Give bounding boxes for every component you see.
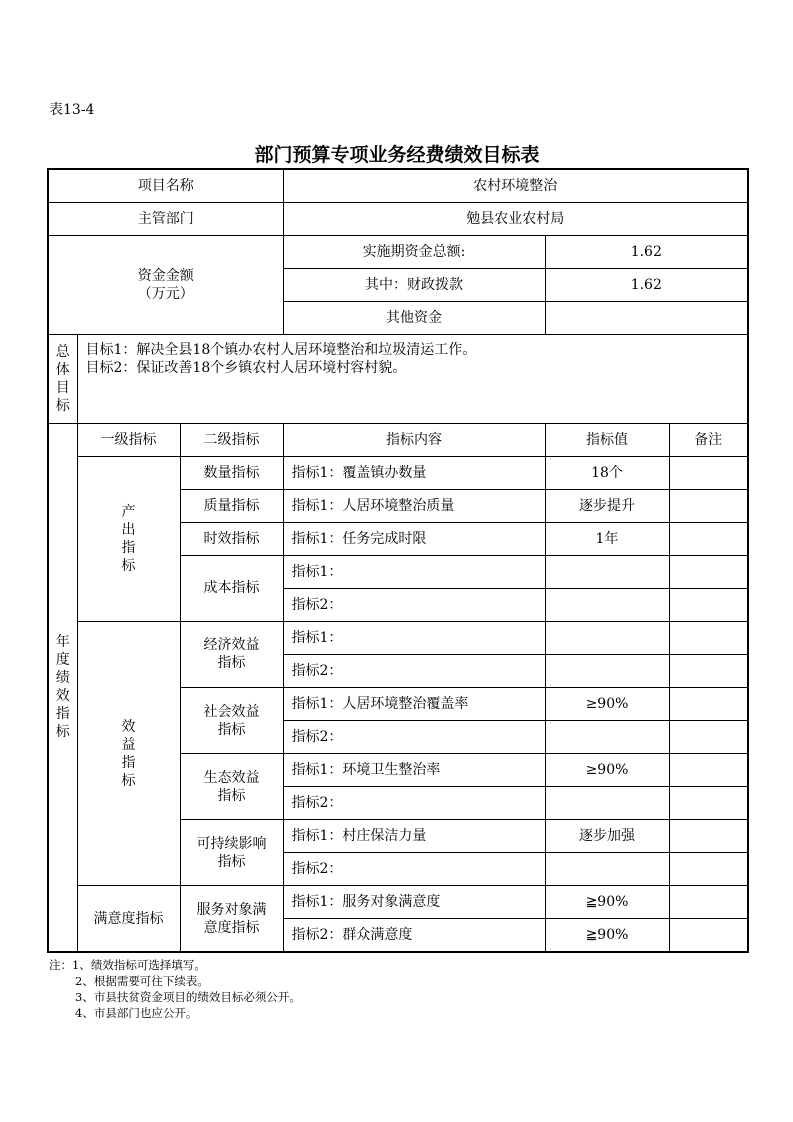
funds-other-label: 其他资金 (283, 301, 545, 334)
funds-fiscal-value: 1.62 (545, 268, 748, 301)
indicator-value: 逐步加强 (545, 820, 669, 853)
indicator-content: 指标2： (283, 787, 545, 820)
overall-goals-content (77, 334, 748, 423)
service-satisfaction-label: 服务对象满意度指标 (180, 886, 283, 952)
department-row (48, 202, 748, 235)
footnote-1: 注：1、绩效指标可选择填写。 (49, 958, 206, 972)
indicator-value (545, 588, 669, 621)
indicator-remark (669, 522, 748, 555)
footnote-3: 3、市县扶贫资金项目的绩效目标必须公开。 (75, 990, 301, 1004)
indicator-content: 指标1：服务对象满意度 (283, 886, 545, 919)
indicator-content: 指标1：人居环境整治质量 (283, 489, 545, 522)
table-row (48, 886, 748, 919)
indicator-value (545, 787, 669, 820)
project-name-label: 项目名称 (48, 169, 283, 202)
indicator-content: 指标2： (283, 721, 545, 754)
performance-target-table (47, 168, 749, 953)
department-value: 勉县农业农村局 (283, 202, 748, 235)
indicator-remark (669, 853, 748, 886)
funds-total-row (48, 235, 748, 268)
indicator-content: 指标1：村庄保洁力量 (283, 820, 545, 853)
footnotes (49, 957, 301, 1021)
output-indicators-label: 产出指标 (77, 456, 180, 621)
indicator-content: 指标1： (283, 621, 545, 654)
indicator-value: ≧90% (545, 886, 669, 919)
funds-other-value (545, 301, 748, 334)
indicator-value: ≧90% (545, 919, 669, 952)
indicator-remark (669, 721, 748, 754)
indicator-value (545, 621, 669, 654)
table-number: 表13-4 (49, 102, 95, 118)
overall-goal-1: 目标1：解决全县18个镇办农村人居环境整治和垃圾清运工作。 (85, 341, 477, 358)
indicator-remark (669, 886, 748, 919)
indicator-value: 18个 (545, 456, 669, 489)
overall-goals-label: 总体目标 (48, 334, 77, 423)
department-label: 主管部门 (48, 202, 283, 235)
indicator-value: 1年 (545, 522, 669, 555)
indicator-content: 指标1：环境卫生整治率 (283, 754, 545, 787)
quantity-indicators-label: 数量指标 (180, 456, 283, 489)
annual-header-row (48, 423, 748, 456)
funds-label-line2: （万元） (137, 285, 194, 302)
sustainable-impact-label: 可持续影响指标 (180, 820, 283, 886)
indicator-content: 指标2：群众满意度 (283, 919, 545, 952)
indicator-value (545, 654, 669, 687)
indicator-remark (669, 555, 748, 588)
indicator-content: 指标1：任务完成时限 (283, 522, 545, 555)
funds-label (48, 235, 283, 334)
indicator-remark (669, 489, 748, 522)
cost-indicators-label: 成本指标 (180, 555, 283, 621)
funds-fiscal-label: 其中：财政拨款 (283, 268, 545, 301)
time-indicators-label: 时效指标 (180, 522, 283, 555)
header-level2: 二级指标 (180, 423, 283, 456)
header-content: 指标内容 (283, 423, 545, 456)
indicator-content: 指标1： (283, 555, 545, 588)
funds-label-line1: 资金金额 (137, 267, 194, 284)
indicator-content: 指标2： (283, 654, 545, 687)
overall-goal-2: 目标2：保证改善18个乡镇农村人居环境村容村貌。 (85, 359, 407, 376)
table-row (48, 621, 748, 654)
indicator-remark (669, 588, 748, 621)
footnote-2: 2、根据需要可往下续表。 (75, 974, 209, 988)
indicator-content: 指标2： (283, 853, 545, 886)
indicator-content: 指标2： (283, 588, 545, 621)
indicator-value: ≥90% (545, 688, 669, 721)
indicator-remark (669, 688, 748, 721)
funds-total-label: 实施期资金总额: (283, 235, 545, 268)
indicator-value (545, 721, 669, 754)
table-row (48, 456, 748, 489)
indicator-remark (669, 919, 748, 952)
benefit-indicators-label: 效益指标 (77, 621, 180, 885)
indicator-remark (669, 654, 748, 687)
quality-indicators-label: 质量指标 (180, 489, 283, 522)
annual-indicators-label: 年度绩效指标 (48, 423, 77, 952)
indicator-content: 指标1：人居环境整治覆盖率 (283, 688, 545, 721)
economic-benefit-label: 经济效益指标 (180, 621, 283, 687)
indicator-value: ≥90% (545, 754, 669, 787)
indicator-remark (669, 820, 748, 853)
satisfaction-indicators-label: 满意度指标 (77, 886, 180, 952)
indicator-remark (669, 787, 748, 820)
header-level1: 一级指标 (77, 423, 180, 456)
indicator-value (545, 555, 669, 588)
funds-total-value: 1.62 (545, 235, 748, 268)
project-name-value: 农村环境整治 (283, 169, 748, 202)
header-remark: 备注 (669, 423, 748, 456)
indicator-remark (669, 754, 748, 787)
indicator-remark (669, 621, 748, 654)
overall-goals-row (48, 334, 748, 423)
social-benefit-label: 社会效益指标 (180, 688, 283, 754)
indicator-value: 逐步提升 (545, 489, 669, 522)
document-title: 部门预算专项业务经费绩效目标表 (254, 144, 540, 166)
footnote-4: 4、市县部门也应公开。 (75, 1006, 198, 1020)
header-value: 指标值 (545, 423, 669, 456)
indicator-content: 指标1：覆盖镇办数量 (283, 456, 545, 489)
project-name-row (48, 169, 748, 202)
ecological-benefit-label: 生态效益指标 (180, 754, 283, 820)
indicator-remark (669, 456, 748, 489)
indicator-value (545, 853, 669, 886)
